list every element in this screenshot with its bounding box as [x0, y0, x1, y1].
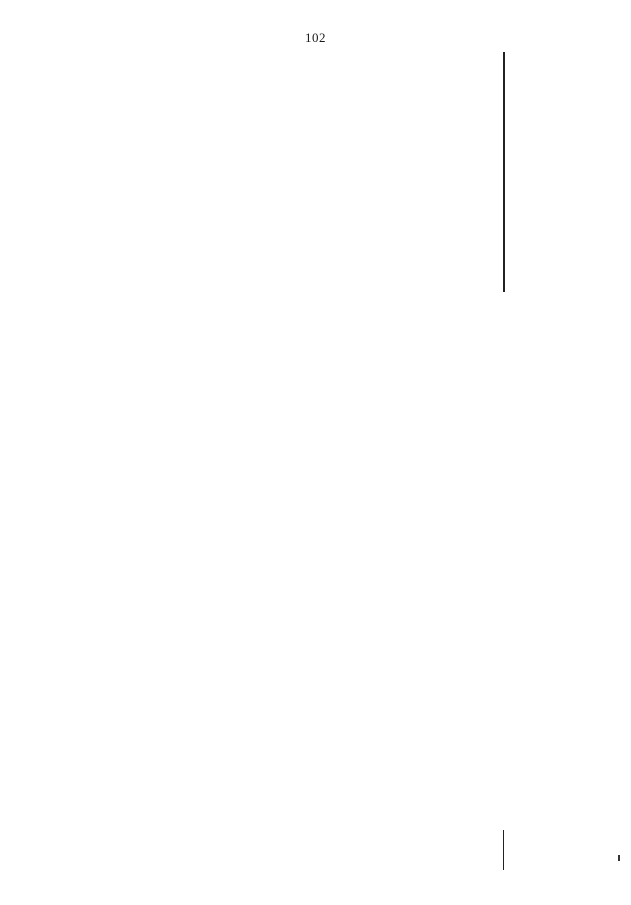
rotated-text-block [82, 60, 602, 880]
body-line [211, 60, 233, 880]
body-line [512, 60, 534, 880]
body-line [383, 60, 405, 880]
body-line [168, 60, 190, 880]
scan-artifact-mark [618, 855, 620, 861]
body-line [405, 60, 427, 880]
body-line [276, 60, 298, 880]
body-line [319, 60, 341, 880]
body-line [340, 60, 362, 880]
body-line [147, 60, 169, 880]
page-number: 102 [305, 30, 326, 45]
rotated-text-inner [82, 60, 602, 880]
body-line [491, 60, 513, 880]
body-line [534, 60, 556, 880]
body-line [426, 60, 448, 880]
body-line [448, 60, 470, 880]
body-line [362, 60, 384, 880]
body-line [82, 60, 104, 880]
body-line [469, 60, 491, 880]
body-line [125, 60, 147, 880]
body-line [104, 60, 126, 880]
body-line [254, 60, 276, 880]
body-line [297, 60, 319, 880]
body-line [233, 60, 255, 880]
body-line [190, 60, 212, 880]
